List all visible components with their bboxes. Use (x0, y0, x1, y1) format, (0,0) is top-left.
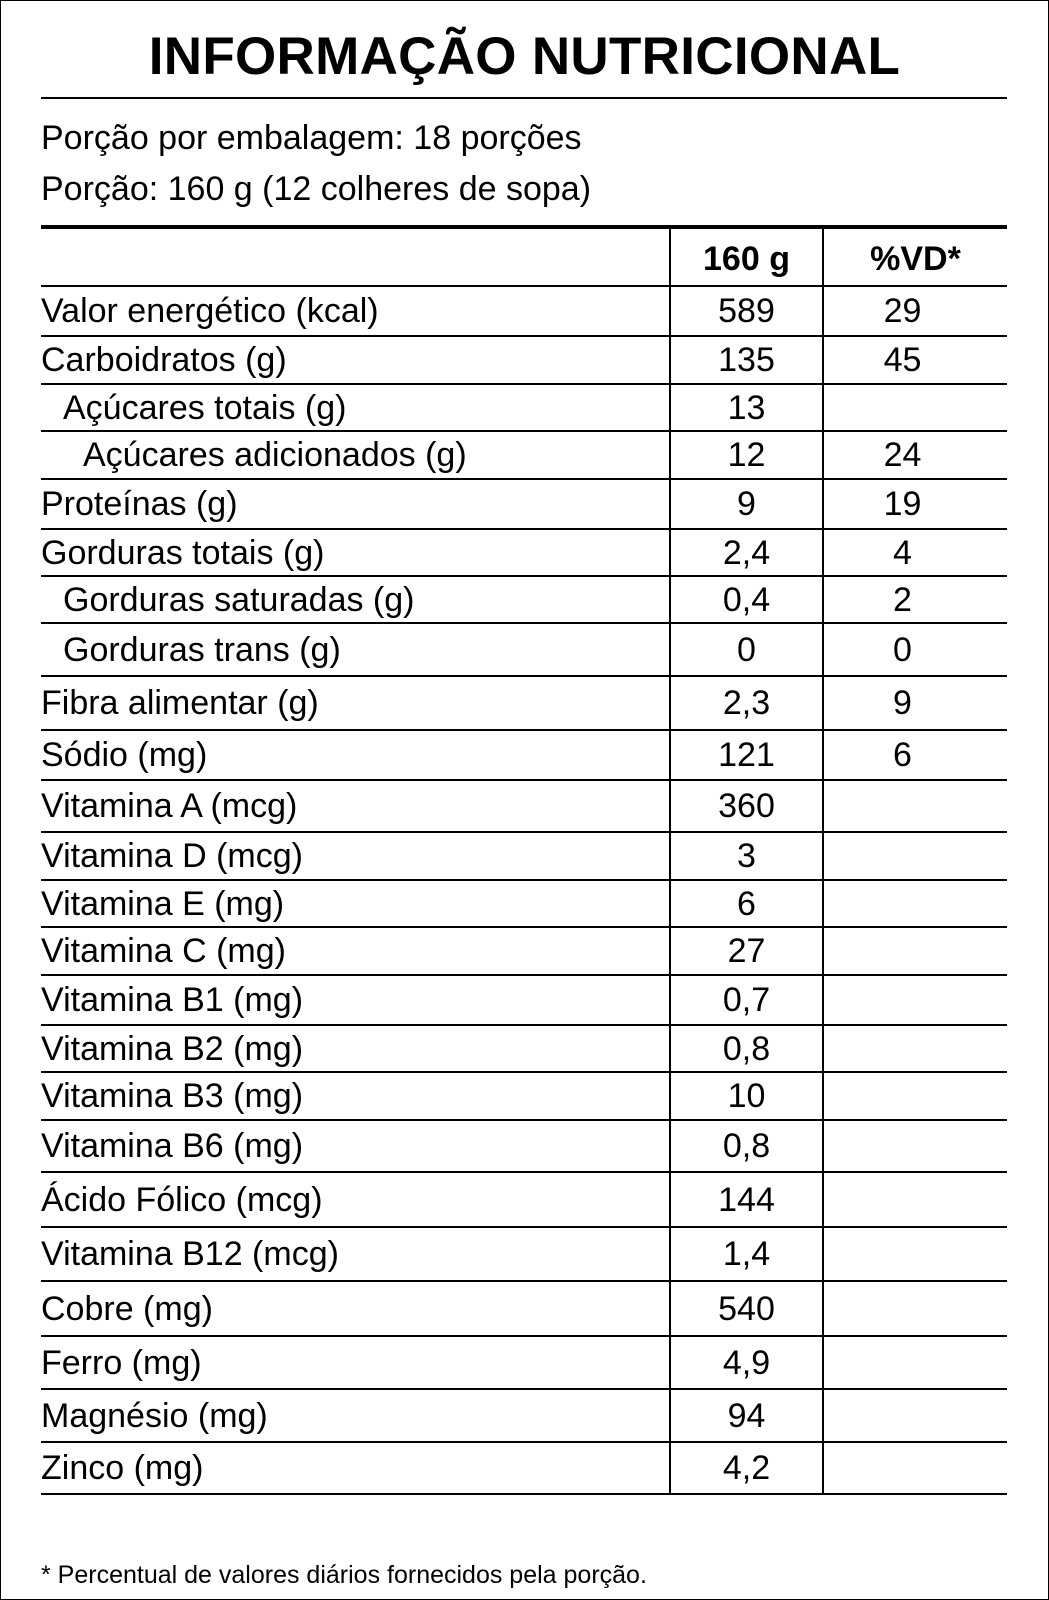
row-dv: 19 (883, 485, 922, 523)
row-amount: 0,4 (722, 581, 771, 619)
row-label: Vitamina B3 (mg) (41, 1077, 304, 1115)
row-amount: 360 (718, 787, 775, 825)
row-dv: 9 (893, 684, 912, 722)
row-label: Açúcares totais (g) (63, 389, 347, 427)
row-divider (41, 1226, 1007, 1228)
row-label: Gorduras totais (g) (41, 534, 325, 572)
row-amount: 144 (718, 1181, 775, 1219)
row-label: Ácido Fólico (mcg) (41, 1181, 323, 1219)
header-dv: %VD* (870, 240, 961, 278)
row-divider (41, 1493, 1007, 1495)
row-label: Fibra alimentar (g) (41, 684, 319, 722)
row-dv: 4 (893, 534, 912, 572)
serving-size: Porção: 160 g (12 colheres de sopa) (41, 170, 592, 208)
row-dv: 24 (883, 436, 922, 474)
row-amount: 13 (727, 389, 766, 427)
row-divider (41, 926, 1007, 928)
row-amount: 94 (727, 1397, 766, 1435)
row-label: Vitamina D (mcg) (41, 837, 303, 875)
row-label: Gorduras trans (g) (63, 631, 341, 669)
row-label: Zinco (mg) (41, 1449, 204, 1487)
row-divider (41, 575, 1007, 577)
row-label: Vitamina B2 (mg) (41, 1030, 304, 1068)
row-divider (41, 1024, 1007, 1026)
row-divider (41, 1071, 1007, 1073)
row-label: Açúcares adicionados (g) (83, 436, 467, 474)
row-amount: 0,8 (722, 1127, 771, 1165)
row-dv: 0 (893, 631, 912, 669)
row-label: Vitamina E (mg) (41, 885, 285, 923)
row-dv: 6 (893, 736, 912, 774)
row-amount: 6 (737, 885, 756, 923)
footnote: * Percentual de valores diários fornecidos pela porção. (41, 1561, 647, 1589)
row-amount: 4,9 (722, 1344, 771, 1382)
row-amount: 3 (737, 837, 756, 875)
row-divider (41, 1280, 1007, 1282)
row-label: Magnésio (mg) (41, 1397, 268, 1435)
row-divider (41, 528, 1007, 530)
row-label: Carboidratos (g) (41, 341, 287, 379)
row-label: Proteínas (g) (41, 485, 238, 523)
row-amount: 0 (737, 631, 756, 669)
row-amount: 12 (727, 436, 766, 474)
row-dv: 2 (893, 581, 912, 619)
row-divider (41, 1119, 1007, 1121)
row-label: Vitamina A (mcg) (41, 787, 298, 825)
row-label: Vitamina B1 (mg) (41, 981, 304, 1019)
row-amount: 589 (718, 292, 775, 330)
row-amount: 2,4 (722, 534, 771, 572)
row-amount: 2,3 (722, 684, 771, 722)
row-label: Cobre (mg) (41, 1290, 213, 1328)
row-divider (41, 1388, 1007, 1390)
row-divider (41, 831, 1007, 833)
row-amount: 0,8 (722, 1030, 771, 1068)
header-amount: 160 g (703, 240, 790, 278)
row-divider (41, 675, 1007, 677)
title-divider (41, 97, 1007, 99)
row-divider (41, 1171, 1007, 1173)
row-divider (41, 335, 1007, 337)
row-dv: 45 (883, 341, 922, 379)
row-divider (41, 383, 1007, 385)
row-divider (41, 622, 1007, 624)
row-amount: 0,7 (722, 981, 771, 1019)
row-divider (41, 1441, 1007, 1443)
row-divider (41, 430, 1007, 432)
row-amount: 540 (718, 1290, 775, 1328)
row-label: Vitamina C (mg) (41, 932, 286, 970)
row-amount: 10 (727, 1077, 766, 1115)
row-divider (41, 1335, 1007, 1337)
row-amount: 1,4 (722, 1235, 771, 1273)
row-divider (41, 879, 1007, 881)
row-divider (41, 974, 1007, 976)
row-amount: 9 (737, 485, 756, 523)
label-title: INFORMAÇÃO NUTRICIONAL (148, 27, 901, 86)
row-amount: 135 (718, 341, 775, 379)
row-amount: 4,2 (722, 1449, 771, 1487)
thick-divider (41, 225, 1007, 229)
row-label: Valor energético (kcal) (41, 292, 379, 330)
row-label: Vitamina B12 (mcg) (41, 1235, 339, 1273)
row-label: Sódio (mg) (41, 736, 208, 774)
row-divider (41, 285, 1007, 287)
row-divider (41, 779, 1007, 781)
row-divider (41, 478, 1007, 480)
row-amount: 27 (727, 932, 766, 970)
row-label: Ferro (mg) (41, 1344, 202, 1382)
row-amount: 121 (718, 736, 775, 774)
column-divider-dv (822, 229, 824, 1493)
row-label: Vitamina B6 (mg) (41, 1127, 304, 1165)
servings-per-package: Porção por embalagem: 18 porções (41, 119, 582, 157)
row-dv: 29 (883, 292, 922, 330)
row-label: Gorduras saturadas (g) (63, 581, 415, 619)
row-divider (41, 729, 1007, 731)
